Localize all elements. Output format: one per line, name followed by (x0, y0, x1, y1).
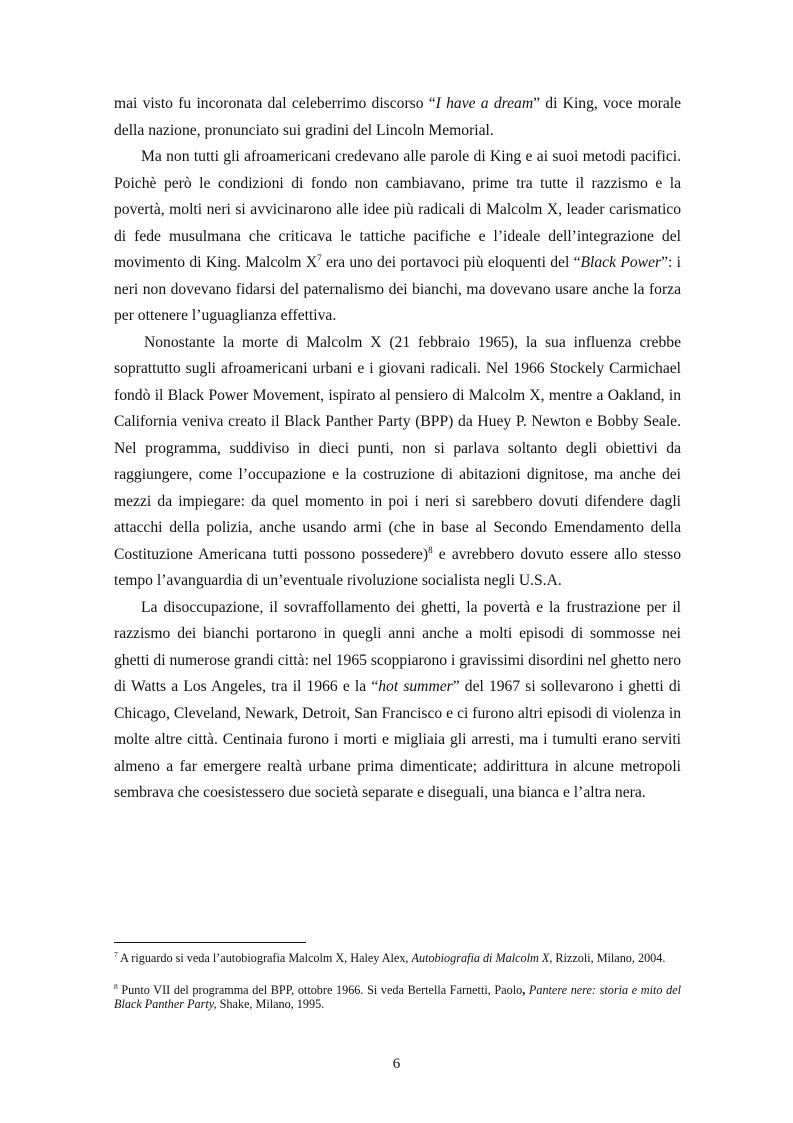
footnote-number: 7 (114, 950, 118, 959)
text-run: , (522, 983, 526, 997)
text-run: La disoccupazione, il sovraffollamento dei ghetti, la povertà e la frustrazione per il razzismo dei bianchi portarono in quegli anni anche a molti episodi di sommosse nei ghetti di numerose grandi città: nel 1965 scoppiarono i gravissimi disordini nel ghetto nero di Watts a Los Angeles, tra il 1966 e la “ (114, 598, 681, 695)
book-title: Autobiografia di Malcolm X (411, 951, 550, 965)
book-title: Pantere nere: storia e mito del Black Panther Party, (114, 983, 681, 1012)
footnote-separator (114, 942, 306, 943)
text-run: e avrebbero dovuto essere allo stesso tempo l’avanguardia di un’eventuale rivoluzione socialista negli U.S.A. (114, 545, 682, 589)
page-number: 6 (392, 1056, 401, 1072)
quoted-phrase: hot summer (378, 678, 453, 695)
text-run: Nonostante la morte di Malcolm X (21 febbraio 1965), la sua influenza crebbe soprattutto sugli afroamericani urbani e i giovani radicali. Nel 1966 Stockely Carmichael fondò il Black Power Movement, ispirato al pensiero di Malcolm X, mentre a Oakland, in California veniva creato il Black Panther Party (BPP) da Huey P. Newton e Bobby Seale. Nel programma, suddiviso in dieci punti, non si parlava soltanto degli obiettivi da raggiungere, come l’occupazione e la costruzione di abitazioni dignitose, ma anche dei mezzi da impiegare: da quel momento in poi i neri si sarebbero dovuti difendere dagli attacchi della polizia, anche usando armi (che in base al Secondo Emendamento della Costituzione Americana tutti possono possedere) (114, 333, 681, 563)
text-run: era uno dei portavoci più eloquenti del “ (321, 254, 581, 271)
body-text (114, 91, 681, 807)
text-run: ” del 1967 si sollevarono i ghetti di Chicago, Cleveland, Newark, Detroit, San Francisco e ci furono altri episodi di violenza in molte altre città. Centinaia furono i morti e migliaia gli arresti, ma i tumulti erano serviti almeno a far emergere realtà urbane prima dimenticate; addirittura in alcune metropoli sembrava che coesistessero due società separate e diseguali, una bianca e l’altra nera. (114, 678, 681, 801)
text-run: mai visto fu incoronata dal celeberrimo discorso “ (114, 95, 436, 112)
quoted-phrase: Black Power (580, 254, 662, 271)
paragraph-2 (114, 144, 681, 330)
quoted-phrase: I have a dream (435, 95, 534, 112)
footnote-7 (114, 951, 681, 965)
footnote-8 (114, 983, 681, 1011)
text-run: Punto VII del programma del BPP, ottobre 1966. Si veda Bertella Farnetti, Paolo (117, 983, 523, 997)
paragraph-3 (114, 330, 681, 595)
footnote-number: 8 (114, 982, 118, 991)
paragraph-4 (114, 595, 681, 807)
text-run: ” di King, voce morale della nazione, pronunciato sui gradini del Lincoln Memorial. (114, 95, 681, 139)
text-run: Shake, Milano, 1995. (216, 997, 325, 1012)
paragraph-1 (114, 91, 681, 144)
text-run: Ma non tutti gli afroamericani credevano alle parole di King e ai suoi metodi pacifici. Poichè però le condizioni di fondo non cambiavano, prime tra tutte il razzismo e la povertà, molti neri si avvicinarono alle idee più radicali di Malcolm X, leader carismatico di fede musulmana che criticava le tattiche pacifiche e l’ideale dell’integrazione del movimento di King. Malcolm X (114, 148, 681, 271)
text-run: , Rizzoli, Milano, 2004. (549, 951, 666, 965)
footnote-ref-7[interactable]: 7 (317, 253, 322, 263)
text-run: A riguardo si veda l’autobiografia Malcolm X, Haley Alex, (117, 951, 412, 965)
text-run: ”: i neri non dovevano fidarsi del paternalismo dei bianchi, ma dovevano usare anche la forza per ottenere l’uguaglianza effettiva. (114, 254, 681, 324)
footnote-ref-8[interactable]: 8 (428, 544, 433, 555)
